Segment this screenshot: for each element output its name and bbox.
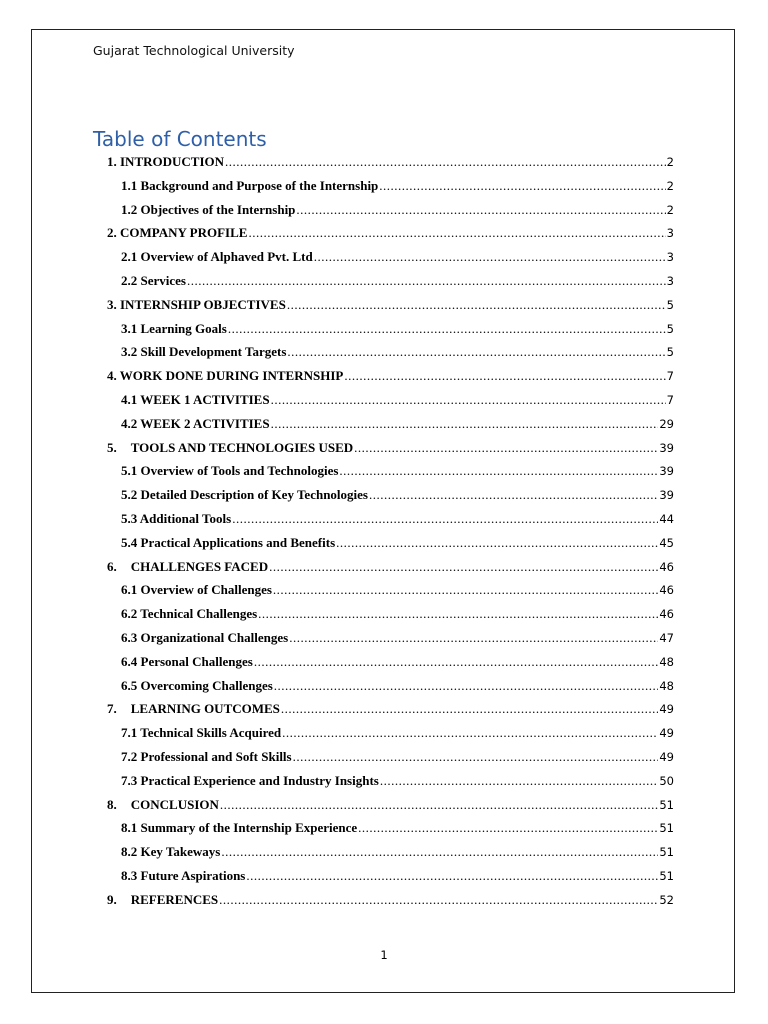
dot-leader <box>354 440 658 456</box>
dot-leader <box>314 249 666 265</box>
dot-leader <box>187 273 666 289</box>
page-header: Gujarat Technological University <box>93 43 295 58</box>
toc-entry[interactable] <box>107 154 674 174</box>
toc-entry-page-number: 46 <box>659 559 674 574</box>
toc-entry-title: 4.2 WEEK 2 ACTIVITIES <box>121 415 270 431</box>
toc-entry-text: REFERENCES <box>130 891 219 907</box>
toc-entry[interactable] <box>121 582 674 602</box>
toc-entry-page-number: 2 <box>666 178 674 193</box>
dot-leader <box>287 344 665 360</box>
toc-entry[interactable] <box>121 868 674 888</box>
toc-entry-title: 4. WORK DONE DURING INTERNSHIP <box>107 368 344 384</box>
toc-entry-number: 6. <box>107 558 117 574</box>
dot-leader <box>287 297 666 313</box>
toc-entry-title: 6.4 Personal Challenges <box>121 653 253 669</box>
toc-entry-page-number: 2 <box>666 155 674 169</box>
toc-entry-title: 8.3 Future Aspirations <box>121 868 246 883</box>
toc-entry[interactable] <box>121 511 674 531</box>
toc-entry[interactable] <box>121 321 674 341</box>
dot-leader <box>232 511 658 527</box>
dot-leader <box>220 797 658 813</box>
toc-entry-title: 6.2 Technical Challenges <box>121 606 258 622</box>
toc-entry-page-number: 49 <box>659 702 674 717</box>
dot-leader <box>296 202 665 218</box>
toc-entry-title: 1. INTRODUCTION <box>107 154 225 169</box>
toc-entry-title: 7.1 Technical Skills Acquired <box>121 725 282 741</box>
toc-entry-title: 1.1 Background and Purpose of the Internship <box>121 177 379 193</box>
toc-entry[interactable] <box>121 392 674 412</box>
dot-leader <box>228 321 666 337</box>
toc-entry-title <box>107 559 268 575</box>
dot-leader <box>269 559 658 575</box>
toc-entry-title: 2. COMPANY PROFILE <box>107 225 248 241</box>
toc-entry[interactable] <box>107 559 674 579</box>
toc-entry-page-number: 45 <box>659 535 674 550</box>
toc-entry-page-number: 52 <box>659 892 674 907</box>
document-page <box>31 29 735 993</box>
dot-leader <box>274 678 659 694</box>
dot-leader <box>379 178 665 194</box>
toc-entry[interactable] <box>121 344 674 364</box>
dot-leader <box>254 654 659 670</box>
toc-entry-title: 4.1 WEEK 1 ACTIVITIES <box>121 392 270 407</box>
toc-entry-title: 3.1 Learning Goals <box>121 320 227 336</box>
toc-entry[interactable] <box>121 630 674 650</box>
toc-entry-title: 3. INTERNSHIP OBJECTIVES <box>107 296 286 312</box>
toc-entry-title: 6.1 Overview of Challenges <box>121 582 272 598</box>
toc-entry[interactable] <box>121 535 674 555</box>
toc-entry[interactable] <box>121 487 674 507</box>
toc-entry-title: 5.4 Practical Applications and Benefits <box>121 534 336 550</box>
toc-entry-text: CHALLENGES FACED <box>130 558 269 574</box>
toc-entry-title <box>107 797 219 813</box>
toc-entry-text: LEARNING OUTCOMES <box>130 701 280 717</box>
toc-entry[interactable] <box>121 654 674 674</box>
toc-entry-title: 6.5 Overcoming Challenges <box>121 677 273 693</box>
toc-entry-page-number: 46 <box>659 583 674 598</box>
toc-entry-title: 6.3 Organizational Challenges <box>121 630 289 645</box>
toc-entry-page-number: 3 <box>666 250 674 265</box>
toc-entry-page-number: 51 <box>659 797 674 812</box>
toc-entry-text: CONCLUSION <box>130 796 219 812</box>
toc-entry-page-number: 7 <box>666 369 674 384</box>
toc-entry-page-number: 49 <box>659 726 674 741</box>
toc-entry-title: 5.1 Overview of Tools and Technologies <box>121 463 339 479</box>
toc-entry[interactable] <box>121 178 674 198</box>
toc-entry[interactable] <box>107 225 674 245</box>
toc-entry[interactable] <box>121 202 674 222</box>
toc-entry[interactable] <box>121 416 674 436</box>
toc-entry-page-number: 5 <box>666 345 674 360</box>
dot-leader <box>273 582 658 598</box>
dot-leader <box>344 368 665 384</box>
toc-entry[interactable] <box>121 773 674 793</box>
toc-entry-number: 5. <box>107 439 117 455</box>
toc-entry[interactable] <box>107 892 674 912</box>
toc-entry-page-number: 51 <box>659 845 674 860</box>
toc-entry-title <box>107 440 353 456</box>
toc-entry-title <box>107 892 218 908</box>
dot-leader <box>271 416 659 432</box>
toc-entry-page-number: 50 <box>659 773 674 788</box>
dot-leader <box>339 463 658 479</box>
toc-entry-title: 3.2 Skill Development Targets <box>121 344 287 360</box>
dot-leader <box>219 892 658 908</box>
toc-entry[interactable] <box>107 701 674 721</box>
dot-leader <box>380 773 659 789</box>
toc-entry-page-number: 39 <box>659 440 674 455</box>
toc-entry-page-number: 5 <box>666 321 674 336</box>
toc-entry-number: 7. <box>107 701 117 717</box>
dot-leader <box>358 820 658 836</box>
toc-entry[interactable] <box>121 844 674 864</box>
toc-entry-page-number: 51 <box>659 869 674 883</box>
toc-entry-page-number: 51 <box>659 821 674 836</box>
dot-leader <box>248 225 665 241</box>
toc-entry-page-number: 44 <box>659 512 674 526</box>
dot-leader <box>281 701 658 717</box>
toc-entry-title: 7.2 Professional and Soft Skills <box>121 749 292 764</box>
toc-entry[interactable] <box>121 820 674 840</box>
toc-entry[interactable] <box>121 606 674 626</box>
toc-entry[interactable] <box>107 440 674 460</box>
toc-entry[interactable] <box>107 297 674 317</box>
toc-entry-page-number: 29 <box>659 416 674 431</box>
toc-entry-page-number: 3 <box>666 274 674 288</box>
toc-entry[interactable] <box>121 678 674 698</box>
toc-entry-title: 2.2 Services <box>121 273 186 288</box>
toc-entry[interactable] <box>121 463 674 483</box>
toc-entry-page-number: 39 <box>659 488 674 503</box>
dot-leader <box>289 630 658 646</box>
toc-entry-title: 5.3 Additional Tools <box>121 511 232 526</box>
toc-entry[interactable] <box>121 273 674 293</box>
toc-entry-page-number: 39 <box>659 464 674 479</box>
dot-leader <box>369 487 658 503</box>
toc-entry-page-number: 48 <box>659 678 674 693</box>
toc-entry-title: 7.3 Practical Experience and Industry Insights <box>121 772 379 788</box>
toc-entry-page-number: 46 <box>659 607 674 622</box>
toc-entry-page-number: 49 <box>659 750 674 764</box>
toc-entry-number: 9. <box>107 891 117 907</box>
dot-leader <box>258 606 658 622</box>
toc-entry-title: 5.2 Detailed Description of Key Technologies <box>121 487 368 503</box>
toc-entry[interactable] <box>107 797 674 817</box>
toc-entry-page-number: 48 <box>659 654 674 669</box>
dot-leader <box>271 392 666 408</box>
toc-entry-title: 8.2 Key Takeways <box>121 844 221 860</box>
toc-entry-page-number: 47 <box>659 631 674 645</box>
toc-entry-title <box>107 701 280 717</box>
toc-entry-title: 1.2 Objectives of the Internship <box>121 201 296 217</box>
toc-entry[interactable] <box>121 749 674 769</box>
toc-entry-number: 8. <box>107 796 117 812</box>
dot-leader <box>225 154 666 170</box>
dot-leader <box>246 868 658 884</box>
toc-entry[interactable] <box>107 368 674 388</box>
toc-entry-page-number: 7 <box>666 393 674 407</box>
toc-entry-page-number: 5 <box>666 297 674 312</box>
toc-title: Table of Contents <box>93 127 267 151</box>
dot-leader <box>282 725 658 741</box>
dot-leader <box>336 535 658 551</box>
toc-entry-page-number: 2 <box>666 202 674 217</box>
toc-entry-title: 8.1 Summary of the Internship Experience <box>121 820 358 836</box>
dot-leader <box>293 749 659 765</box>
toc-entry-title: 2.1 Overview of Alphaved Pvt. Ltd <box>121 249 313 265</box>
toc-entry-text: TOOLS AND TECHNOLOGIES USED <box>130 439 354 455</box>
toc-entry[interactable] <box>121 249 674 269</box>
dot-leader <box>221 844 658 860</box>
toc-entry[interactable] <box>121 725 674 745</box>
page-number: 1 <box>380 948 388 962</box>
toc-entry-page-number: 3 <box>666 226 674 241</box>
